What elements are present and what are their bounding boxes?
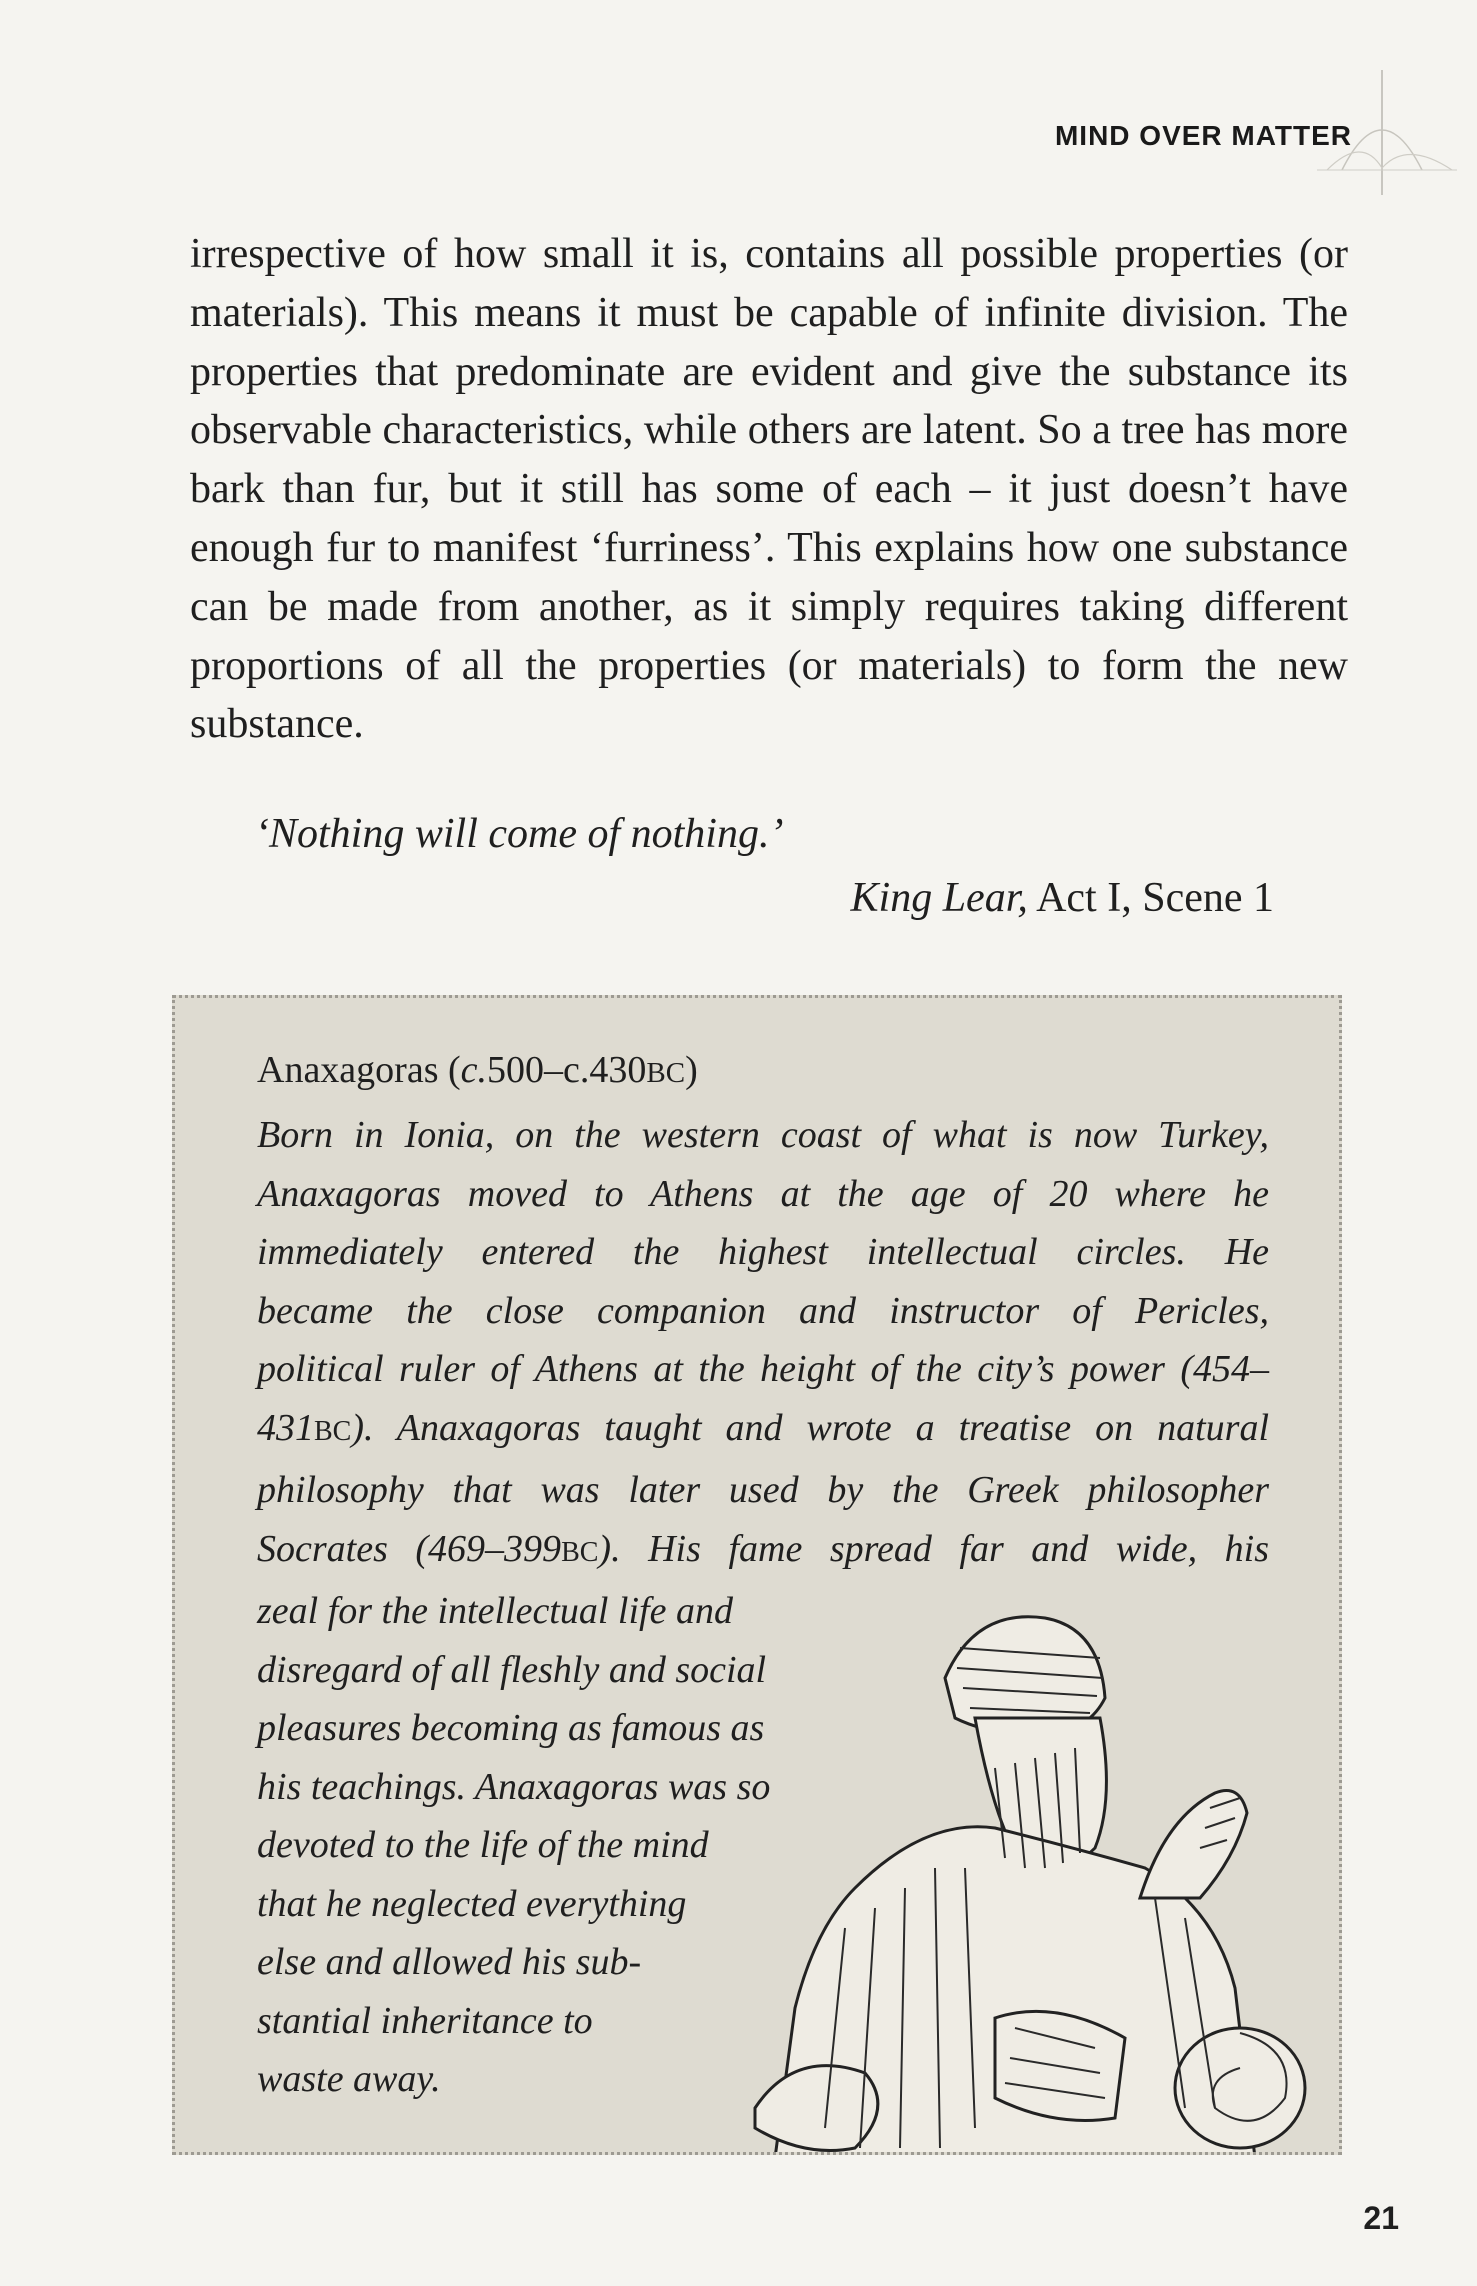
body-paragraph: irrespective of how small it is, contains all possible properties (or materials). This means it must be capable of infinite division. The properties that predominate are evident and give the substance its observable characteristics, while others are latent. So a tree has more bark than fur, but it still has some of each – it just doesn’t have enough fur to manifest ‘furriness’. This explains how one substance can be made from another, as it simply requires taking different proportions of all the properties (or materials) to form the new substance. [190, 231, 1348, 748]
biography-sidebar [172, 995, 1342, 2155]
epigraph-quote: ‘Nothing will come of nothing.’ [255, 811, 784, 857]
running-head: MIND OVER MATTER [1054, 120, 1352, 151]
page-number: 21 [1363, 2200, 1399, 2236]
epigraph-attribution [851, 874, 1274, 922]
attribution-act-scene: Act I, Scene 1 [1036, 875, 1274, 921]
sidebar-biography-text: Born in Ionia, on the western coast of what is now Turkey, Anaxagoras moved to Athens at the age of 20 where he immediately entered the highest intellectual circles. He became the close companion and instructor of Pericles, political ruler of Athens at the height of the city’s power (454– 431BC). Anaxagoras taught and wrote a treatise on natural philosophy that was later used by the Greek philosopher Socrates (469–399BC). His fame spread far and wide, his zeal for the intellectual life and disregard of all fleshly and social pleasures becoming as famous as his teachings. Anaxagoras was so devoted to the life of the mind that he neglected everything else and allowed his sub- stantial inheritance to waste away. [257, 1114, 1269, 2100]
sidebar-title: Anaxagoras (c.500–c.430BC) [257, 1049, 698, 1091]
anaxagoras-woodcut-portrait [695, 1568, 1335, 2155]
attribution-play: King Lear, [850, 875, 1028, 921]
